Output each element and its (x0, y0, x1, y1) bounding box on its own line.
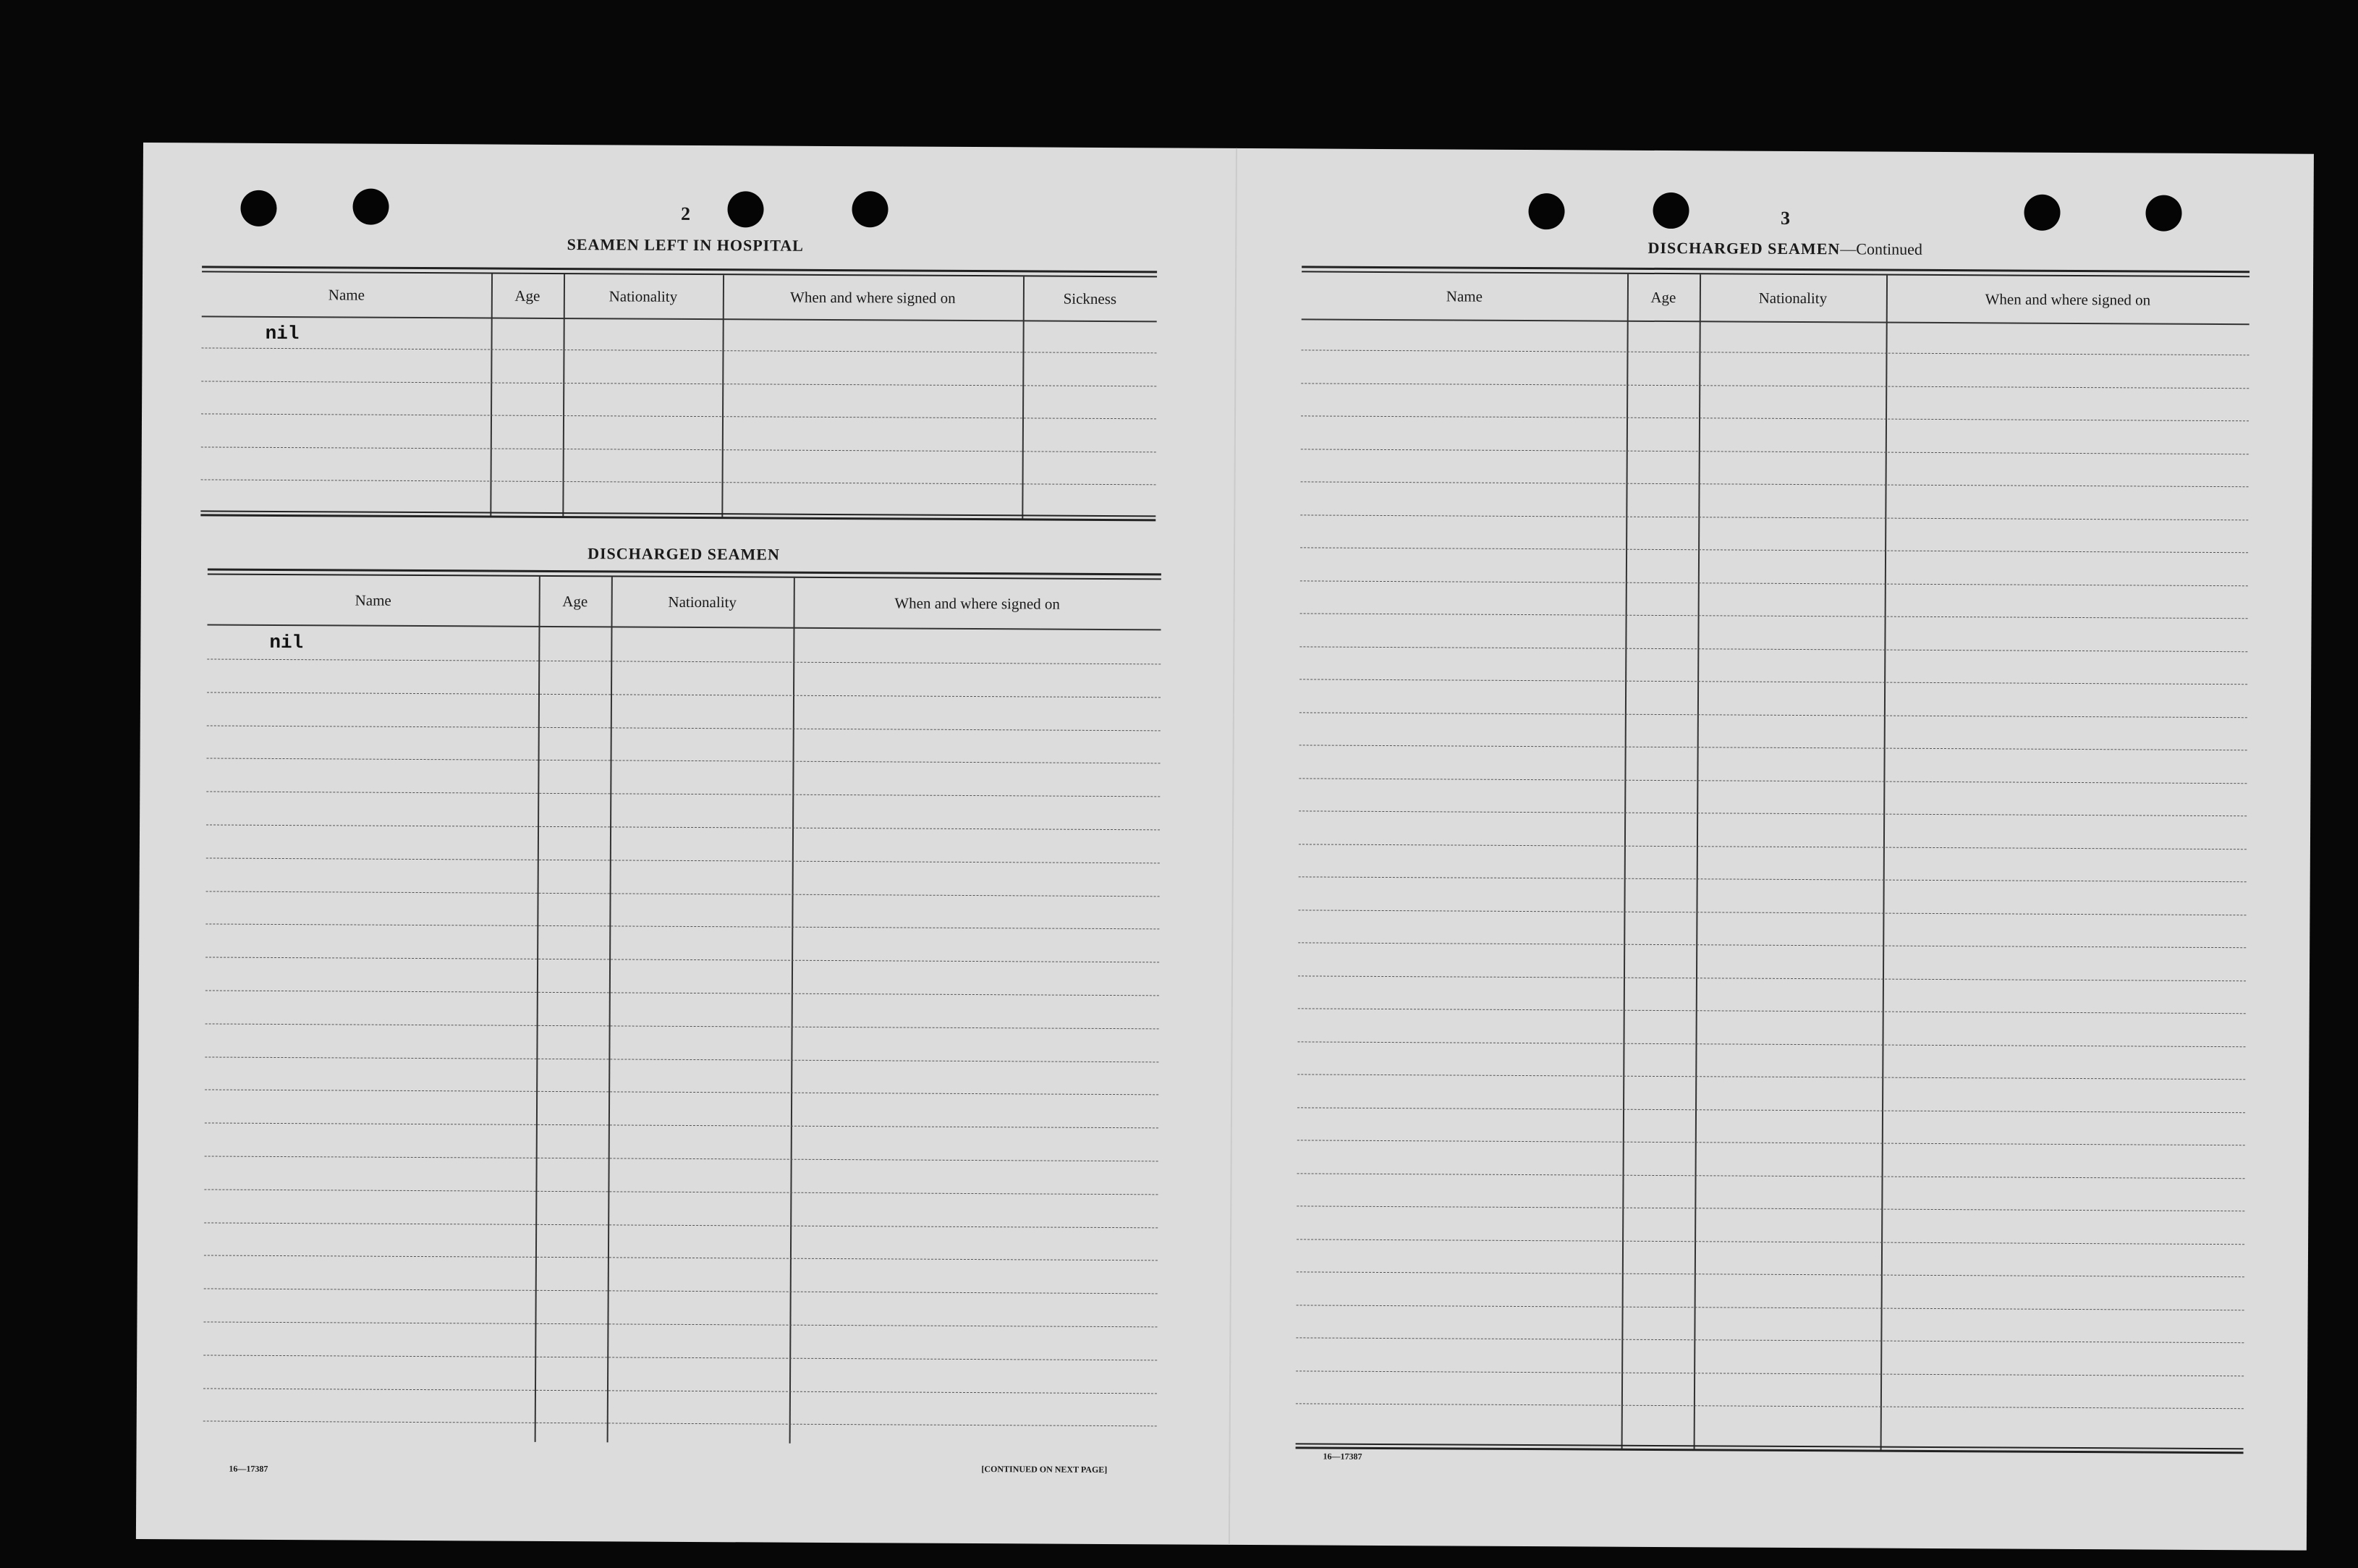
form-number-left: 16—17387 (229, 1463, 268, 1474)
table-row (205, 1123, 1158, 1129)
table-row (1301, 449, 2249, 454)
discharged-table-left (203, 568, 1161, 1445)
punch-hole (1528, 193, 1564, 229)
table-row (1300, 580, 2248, 586)
table-row (201, 413, 1156, 419)
col-signed-on-header: When and where signed on (790, 288, 956, 307)
discharged-header-row (208, 575, 1161, 630)
table-row (1297, 1107, 2245, 1113)
table-row (1298, 910, 2246, 915)
table-row (204, 1255, 1158, 1261)
discharged-entry-name: nil (269, 631, 304, 654)
col-name-header: Name (328, 285, 365, 304)
table-row (206, 792, 1160, 797)
table-row (205, 1090, 1158, 1096)
table-row (206, 891, 1160, 897)
table-row (1302, 349, 2249, 355)
col-name-header: Name (355, 591, 391, 609)
table-row (207, 692, 1161, 698)
discharged-continued-title (1575, 238, 1995, 259)
table-row (1299, 646, 2247, 652)
table-row (207, 758, 1161, 764)
hospital-table (200, 266, 1157, 524)
punch-hole (2024, 195, 2060, 231)
discharged-table-right (1296, 266, 2250, 1454)
manifest-sheet (136, 143, 2314, 1551)
table-row (201, 381, 1156, 386)
table-row (207, 725, 1161, 731)
table-row (1299, 712, 2247, 718)
discharged-continued-title-suffix: —Continued (1840, 240, 1923, 258)
table-row (1297, 1140, 2245, 1145)
punch-hole (852, 191, 888, 227)
page-number-right: 3 (1780, 207, 1791, 229)
col-nationality-header: Nationality (668, 593, 737, 611)
discharged-section-title: DISCHARGED SEAMEN (588, 544, 780, 564)
table-row (1301, 415, 2249, 421)
table-row (1298, 975, 2246, 981)
table-row (1297, 1305, 2244, 1310)
table-row (1299, 844, 2247, 849)
col-sickness-header: Sickness (1063, 289, 1117, 308)
col-age-header: Age (1650, 288, 1676, 306)
page-fold (1229, 148, 1237, 1545)
table-row (1296, 1403, 2244, 1409)
punch-hole (2145, 195, 2181, 231)
discharged-continued-header-row (1302, 272, 2249, 325)
table-row (205, 1023, 1159, 1029)
col-signed-on-header: When and where signed on (894, 593, 1061, 613)
table-row (206, 857, 1160, 863)
table-row (203, 1421, 1157, 1427)
table-row (203, 1388, 1157, 1394)
table-row (205, 924, 1159, 930)
col-nationality-header: Nationality (608, 287, 678, 305)
col-name-header: Name (1446, 287, 1483, 305)
table-row (205, 990, 1159, 996)
table-row (1299, 679, 2247, 685)
table-row (204, 1289, 1158, 1294)
form-number-right: 16—17387 (1323, 1451, 1362, 1462)
table-row (1296, 1337, 2244, 1343)
col-nationality-header: Nationality (1758, 289, 1828, 307)
col-age-header: Age (562, 592, 588, 610)
table-row (1297, 1074, 2245, 1080)
col-signed-on-header: When and where signed on (1985, 289, 2151, 309)
table-row (1300, 613, 2248, 619)
table-row (205, 1156, 1158, 1161)
table-row (203, 1355, 1157, 1360)
table-row (204, 1222, 1158, 1228)
table-row (207, 658, 1161, 664)
hospital-section-title: SEAMEN LEFT IN HOSPITAL (567, 235, 804, 255)
hospital-header-row (202, 272, 1157, 322)
col-age-header: Age (514, 287, 540, 305)
table-row (1298, 1008, 2246, 1014)
page-number-left: 2 (680, 203, 691, 224)
continued-note: [CONTINUED ON NEXT PAGE] (981, 1464, 1108, 1475)
table-row (202, 347, 1157, 353)
table-row (1299, 778, 2247, 784)
punch-hole (240, 190, 276, 226)
table-row (1297, 1205, 2244, 1211)
table-row (1297, 1173, 2245, 1179)
table-row (1299, 810, 2247, 816)
punch-hole (352, 189, 389, 225)
table-row (1299, 876, 2247, 882)
table-row (1300, 514, 2248, 520)
table-row (1301, 383, 2249, 389)
table-row (205, 1056, 1158, 1062)
discharged-continued-title-main: DISCHARGED SEAMEN (1647, 238, 1841, 258)
table-row (1296, 1370, 2244, 1376)
punch-hole (727, 191, 763, 227)
table-row (206, 824, 1160, 830)
table-row (203, 1321, 1157, 1327)
table-row (1297, 1239, 2244, 1245)
table-row (201, 446, 1156, 452)
hospital-entry-name: nil (265, 322, 300, 345)
table-row (1300, 547, 2248, 553)
table-row (205, 957, 1159, 963)
table-row (204, 1189, 1158, 1195)
punch-hole (1653, 192, 1689, 229)
table-row (1298, 1041, 2246, 1047)
table-row (1297, 1271, 2244, 1277)
table-row (1299, 745, 2247, 750)
table-row (1301, 481, 2249, 487)
table-row (201, 479, 1156, 485)
table-row (1298, 942, 2246, 948)
